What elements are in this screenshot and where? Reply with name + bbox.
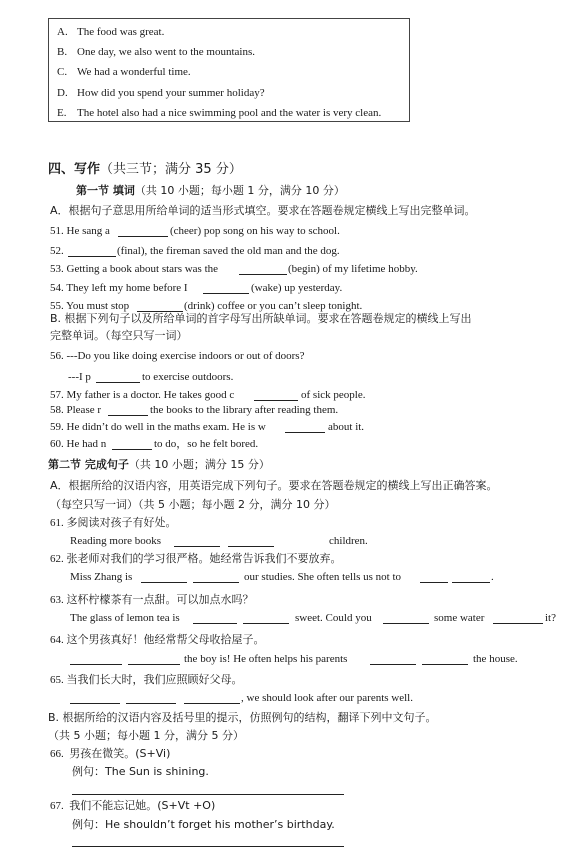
- question-63-end: it?: [545, 612, 556, 624]
- part2-instruction-a-line2: （每空只写一词）（共 5 小题；每小题 2 分，满分 10 分）: [50, 498, 336, 511]
- question-55-rest: (drink) coffee or you can’t sleep tonight.: [184, 300, 363, 312]
- question-53-rest: (begin) of my lifetime hobby.: [288, 263, 418, 275]
- question-52: 52.: [50, 245, 64, 257]
- question-56-reply: ---I p: [68, 371, 91, 383]
- blank-62-1[interactable]: [141, 582, 187, 583]
- question-61-cn: 61. 多阅读对孩子有好处。: [50, 516, 177, 529]
- question-55: 55. You must stop: [50, 300, 130, 312]
- question-61-text: Reading more books: [70, 535, 162, 547]
- question-60-rest: to do，so he felt bored.: [154, 438, 259, 450]
- question-57: 57. My father is a doctor. He takes good c: [50, 389, 235, 401]
- question-54-rest: (wake) up yesterday.: [251, 282, 343, 294]
- blank-63-4[interactable]: [493, 623, 543, 624]
- blank-59[interactable]: [285, 432, 325, 433]
- part2-instruction-b-line2: （共 5 小题；每小题 1 分，满分 5 分）: [48, 729, 244, 742]
- question-65-text: , we should look after our parents well.: [241, 692, 413, 704]
- part1-title: 第一节 填词（共 10 小题；每小题 1 分，满分 10 分）: [76, 184, 345, 197]
- blank-51[interactable]: [118, 236, 168, 237]
- blank-63-1[interactable]: [193, 623, 237, 624]
- question-66-example: 例句：The Sun is shining.: [72, 765, 209, 778]
- blank-61-1[interactable]: [174, 546, 220, 547]
- question-54: 54. They left my home before I: [50, 282, 188, 294]
- blank-65-1[interactable]: [70, 703, 120, 704]
- option-a: A. The food was great.: [57, 26, 165, 38]
- question-56: 56. ---Do you like doing exercise indoors or out of doors?: [50, 350, 305, 362]
- blank-63-3[interactable]: [383, 623, 429, 624]
- question-62-cn: 62. 张老师对我们的学习很严格。她经常告诉我们不要放弃。: [50, 552, 342, 565]
- question-64-rest: the house.: [473, 653, 518, 665]
- part2-title: 第二节 完成句子（共 10 小题；满分 15 分）: [48, 458, 270, 471]
- blank-62-2[interactable]: [193, 582, 239, 583]
- blank-63-2[interactable]: [243, 623, 289, 624]
- question-59-rest: about it.: [328, 421, 365, 433]
- question-60: 60. He had n: [50, 438, 107, 450]
- blank-61-2[interactable]: [228, 546, 274, 547]
- blank-64-1[interactable]: [70, 664, 122, 665]
- question-61-rest: children.: [329, 535, 368, 547]
- section-title: 四、写作（共三节；满分 35 分）: [48, 162, 242, 177]
- question-51: 51. He sang a: [50, 225, 110, 237]
- question-57-rest: of sick people.: [301, 389, 366, 401]
- question-63-mid: sweet. Could you: [295, 612, 372, 624]
- blank-64-2[interactable]: [128, 664, 180, 665]
- question-65-cn: 65. 当我们长大时，我们应照顾好父母。: [50, 673, 243, 686]
- question-62-text: Miss Zhang is: [70, 571, 133, 583]
- blank-58[interactable]: [108, 415, 148, 416]
- blank-65-2[interactable]: [126, 703, 176, 704]
- question-67-example: 例句：He shouldn’t forget his mother’s birthday.: [72, 818, 335, 831]
- question-64-text: the boy is! He often helps his parents: [184, 653, 348, 665]
- question-58: 58. Please r: [50, 404, 102, 416]
- blank-56[interactable]: [96, 382, 140, 383]
- question-62-rest: our studies. She often tells us not to: [244, 571, 402, 583]
- question-63-text: The glass of lemon tea is: [70, 612, 180, 624]
- blank-53[interactable]: [239, 274, 287, 275]
- question-64-cn: 64. 这个男孩真好！他经常帮父母收拾屋子。: [50, 633, 265, 646]
- question-67: 67. 我们不能忘记她。(S+Vt +O): [50, 799, 216, 812]
- question-66: 66. 男孩在微笑。(S+Vi): [50, 747, 171, 760]
- option-d: D. How did you spend your summer holiday?: [57, 87, 265, 99]
- blank-57[interactable]: [254, 400, 298, 401]
- question-58-rest: the books to the library after reading them.: [150, 404, 339, 416]
- blank-62-4[interactable]: [452, 582, 490, 583]
- blank-62-3[interactable]: [420, 582, 448, 583]
- option-c: C. We had a wonderful time.: [57, 66, 191, 78]
- blank-64-4[interactable]: [422, 664, 468, 665]
- option-b: B. One day, we also went to the mountains.: [57, 46, 255, 58]
- part1-instruction-b-line1: B. 根据下列句子以及所给单词的首字母写出所缺单词。要求在答题卷规定的横线上写出: [50, 312, 472, 325]
- blank-52[interactable]: [68, 256, 116, 257]
- part2-instruction-a-line1: A．根据所给的汉语内容，用英语完成下列句子。要求在答题卷规定的横线上写出正确答案。: [50, 479, 498, 492]
- part1-instruction-b-line2: 完整单词。（每空只写一词）: [50, 329, 188, 342]
- part1-instruction-a: A．根据句子意思用所给单词的适当形式填空。要求在答题卷规定横线上写出完整单词。: [50, 204, 476, 217]
- blank-54[interactable]: [203, 293, 249, 294]
- question-52-rest: (final), the fireman saved the old man and the dog.: [117, 245, 340, 257]
- question-51-rest: (cheer) pop song on his way to school.: [170, 225, 340, 237]
- options-box: [48, 18, 410, 122]
- option-e: E. The hotel also had a nice swimming pool and the water is very clean.: [57, 107, 382, 119]
- blank-60[interactable]: [112, 449, 152, 450]
- question-56-rest: to exercise outdoors.: [142, 371, 234, 383]
- answer-line-67[interactable]: [72, 846, 344, 847]
- blank-65-3[interactable]: [184, 703, 240, 704]
- question-53: 53. Getting a book about stars was the: [50, 263, 219, 275]
- question-59: 59. He didn’t do well in the maths exam. He is w: [50, 421, 266, 433]
- answer-line-66[interactable]: [72, 794, 344, 795]
- blank-64-3[interactable]: [370, 664, 416, 665]
- question-62-end: .: [491, 571, 494, 583]
- part2-instruction-b-line1: B. 根据所给的汉语内容及括号里的提示，仿照例句的结构，翻译下列中文句子。: [48, 711, 437, 724]
- question-63-mid2: some water: [434, 612, 485, 624]
- question-63-cn: 63. 这杯柠檬茶有一点甜。可以加点水吗？: [50, 593, 254, 606]
